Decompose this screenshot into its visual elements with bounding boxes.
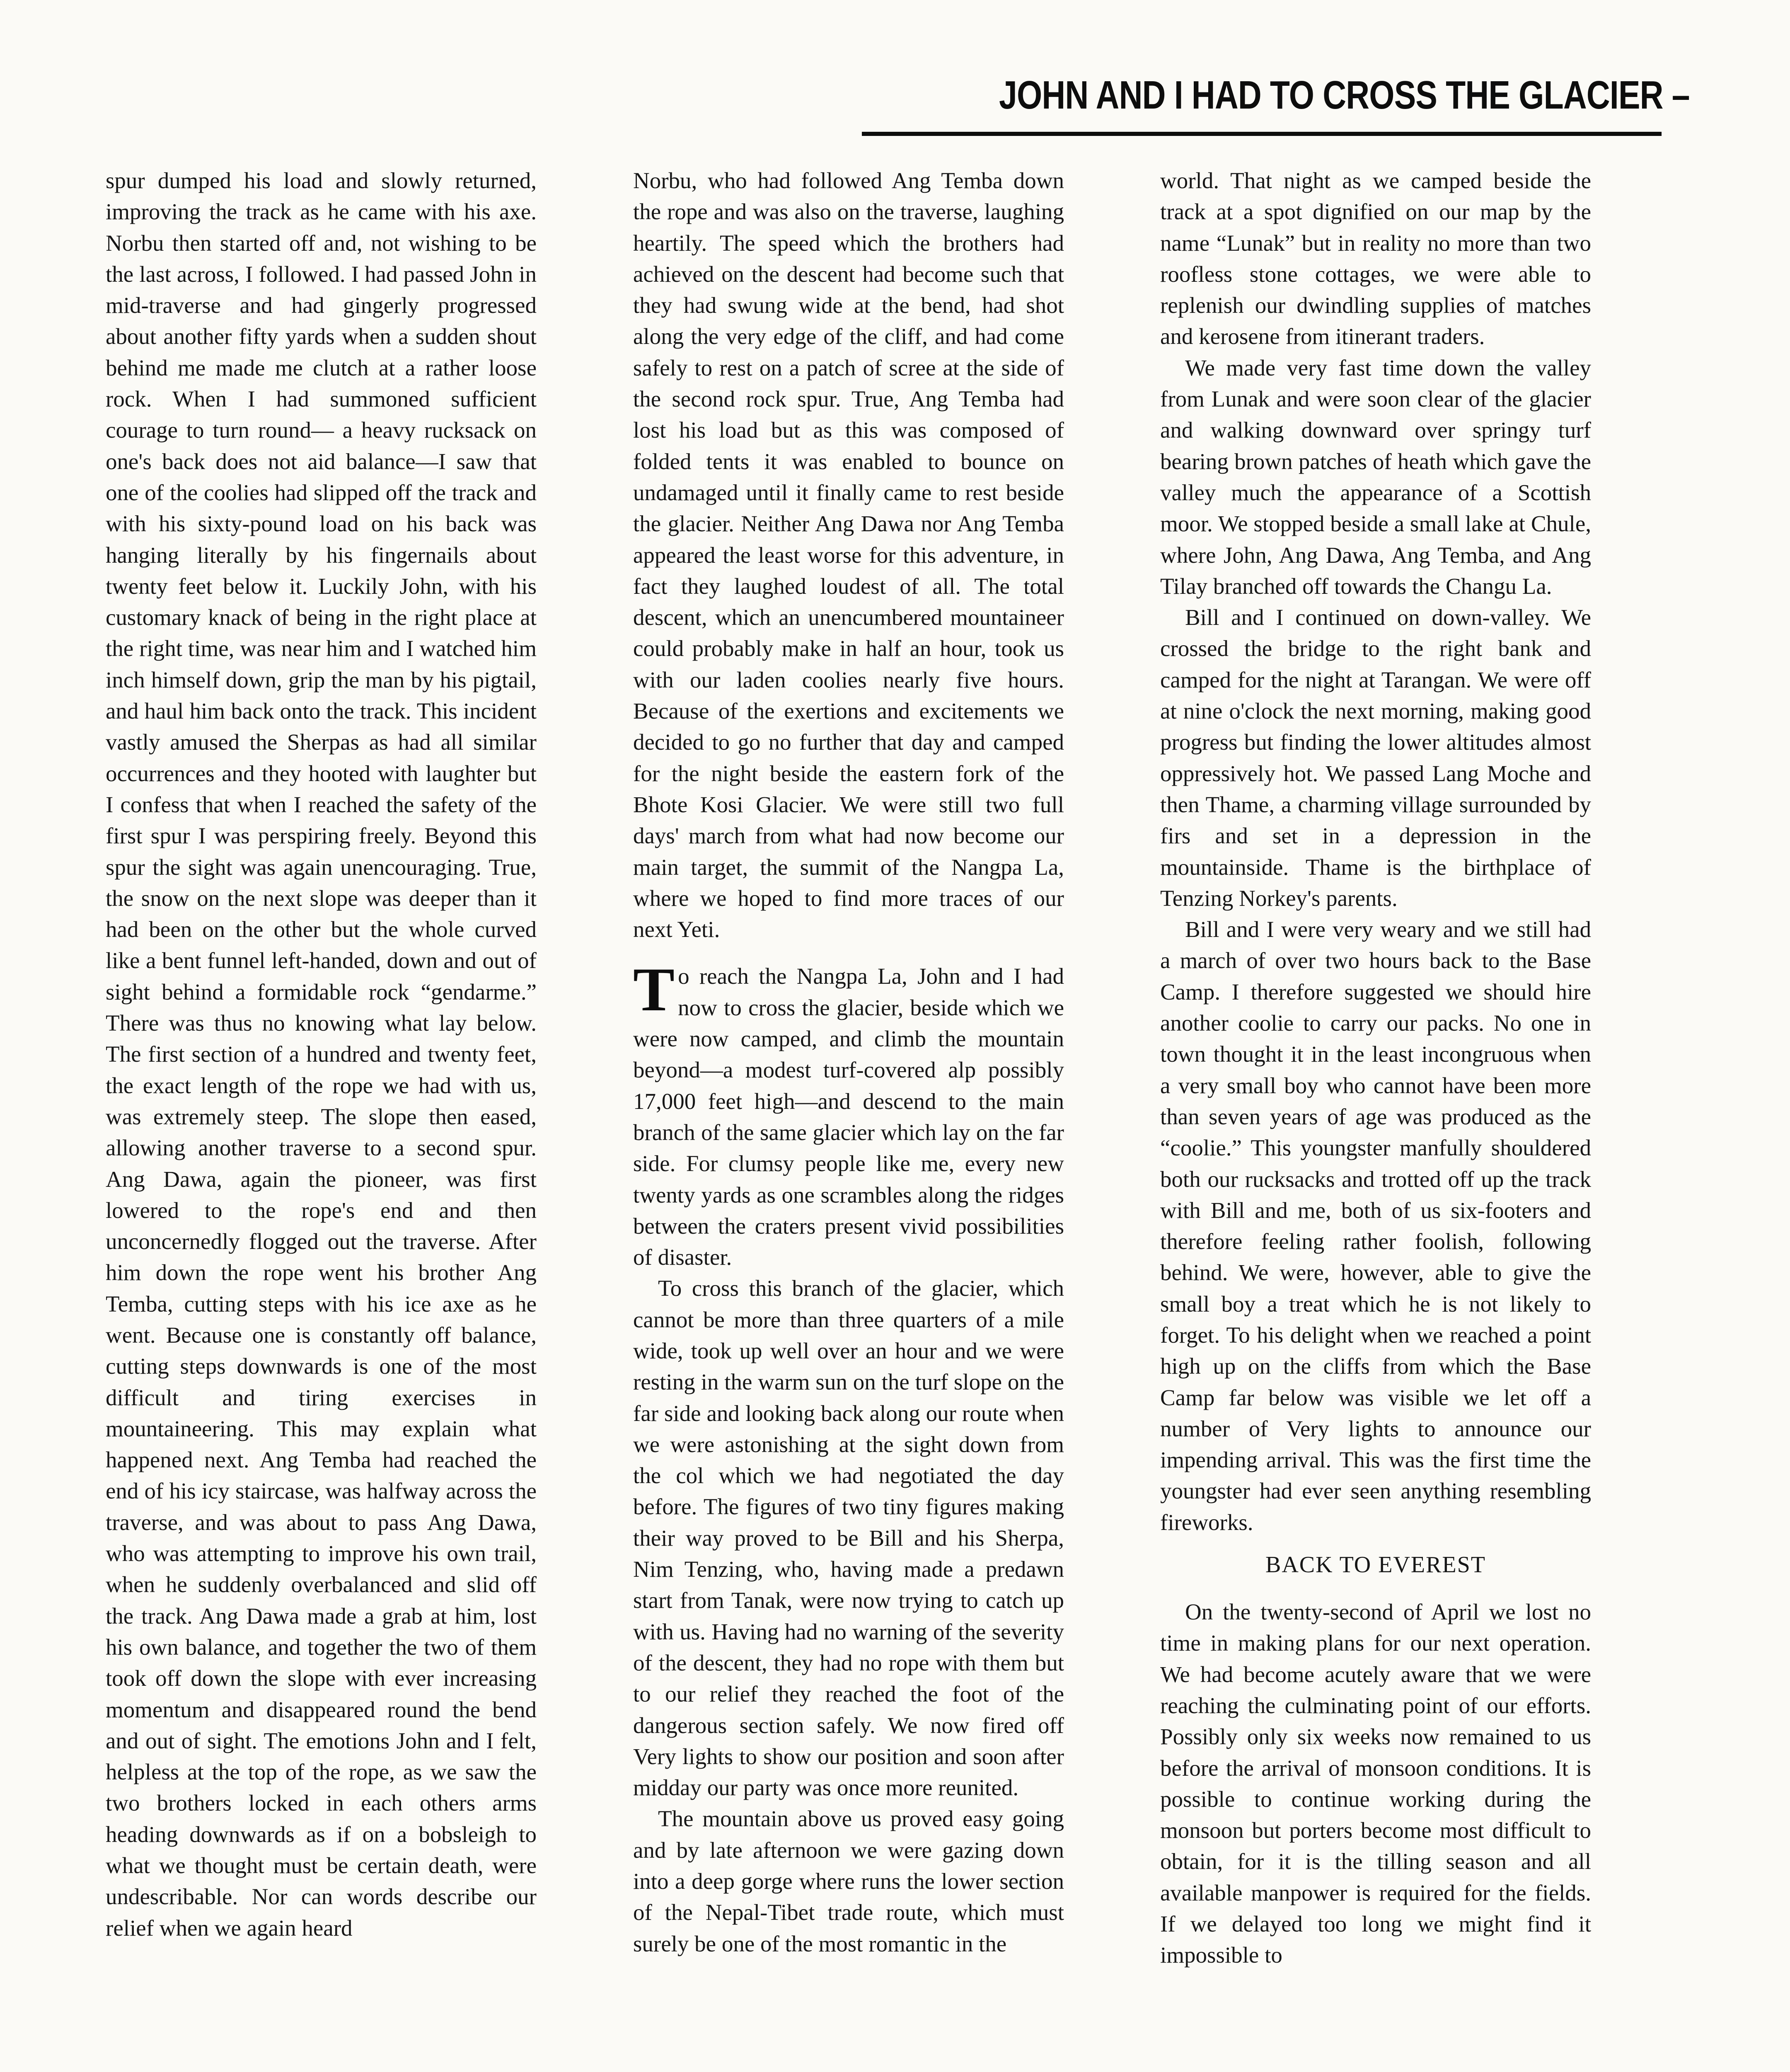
text-column-3 [1160, 165, 1591, 2072]
body-paragraph: We made very fast time down the valley from Lunak and were soon clear of the glacier and walking downward over springy turf bearing brown patches of heath which gave the valley much the appearance of a Scottish moor. We stopped beside a small lake at Chule, where John, Ang Dawa, Ang Temba, and Ang Tilay branched off towards the Changu La. [1160, 355, 1591, 599]
body-paragraph-text: o reach the Nangpa La, John and I had now to cross the glacier, beside which we were now camped, and climb the mountain beyond—a modest turf-covered alp possibly 17,000 feet high—and descend to the main branch of the same glacier which lay on the far side. For clumsy people like me, every new twenty yards as one scrambles along the ridges between the craters present vivid possibilities of disaster. [633, 963, 1064, 1270]
body-paragraph: Bill and I were very weary and we still had a march of over two hours back to the Base Camp. I therefore suggested we should hire another coolie to carry our packs. No one in town thought it in the least incongruous when a very small boy who cannot have been more than seven years of age was produced as the “coolie.” This youngster manfully shouldered both our rucksacks and trotted off up the track with Bill and me, both of us six-footers and therefore feeling rather foolish, following behind. We were, however, able to give the small boy a treat which he is not likely to forget. To his delight when we reached a point high up on the cliffs from which the Base Camp far below was visible we let off a number of Very lights to announce our impending arrival. This was the first time the youngster had ever seen anything resembling fireworks. [1160, 917, 1591, 1535]
running-header-title: JOHN AND I HAD TO CROSS THE GLACIER – [999, 73, 1690, 117]
paragraph-spacer [633, 945, 1064, 961]
body-paragraph: To cross this branch of the glacier, which cannot be more than three quarters of a mile wide, took up well over an hour and we were resting in the warm sun on the turf slope on the far side and looking back along our route when we were astonishing at the sight down from the col which we had negotiated the day before. The figures of two tiny figures making their way proved to be Bill and his Sherpa, Nim Tenzing, who, having made a predawn start from Tanak, were now trying to catch up with us. Having had no warning of the severity of the descent, they had no rope with them but to our relief they reached the foot of the dangerous section safely. We now fired off Very lights to show our position and soon after midday our party was once more reunited. [633, 1276, 1064, 1801]
text-column-2 [633, 165, 1064, 2072]
body-paragraph: On the twenty-second of April we lost no time in making plans for our next operation. We had become acutely aware that we were reaching the culminating point of our efforts. Possibly only six weeks now remained to us before the arrival of monsoon conditions. It is possible to continue working during the monsoon but porters become most difficult to obtain, for it is the tilling season and all available manpower is required for the fields. If we delayed too long we might find it impossible to [1160, 1599, 1591, 1968]
body-paragraph: spur dumped his load and slowly returned, improving the track as he came with his axe. Norbu then started off and, not wishing to be the last across, I followed. I had passed John in mid-traverse and had gingerly progressed about another fifty yards when a sudden shout behind me made me clutch at a rather loose rock. When I had summoned sufficient courage to turn round— a heavy rucksack on one's back does not aid balance—I saw that one of the coolies had slipped off the track and with his sixty-pound load on his back was hanging literally by his fingernails about twenty feet below it. Luckily John, with his customary knack of being in the right place at the right time, was near him and I watched him inch himself down, grip the man by his pigtail, and haul him back onto the track. This incident vastly amused the Sherpas as had all similar occurrences and they hooted with laughter but I confess that when I reached the safety of the first spur I was perspiring freely. Beyond this spur the sight was again unencouraging. True, the snow on the next slope was deeper than it had been on the other but the whole curved like a bent funnel left-handed, down and out of sight behind a formidable rock “gendarme.” There was thus no knowing what lay below. The first section of a hundred and twenty feet, the exact length of the rope we had with us, was extremely steep. The slope then eased, allowing another traverse to a second spur. Ang Dawa, again the pioneer, was first lowered to the rope's end and then unconcernedly flogged out the traverse. After him down the rope went his brother Ang Temba, cutting steps with his ice axe as he went. Because one is constantly off balance, cutting steps downwards is one of the most difficult and tiring exercises in mountaineering. This may explain what happened next. Ang Temba had reached the end of his icy staircase, was halfway across the traverse, and was about to pass Ang Dawa, who was attempting to improve his own trail, when he suddenly overbalanced and slid off the track. Ang Dawa made a grab at him, lost his own balance, and together the two of them took off down the slope with ever increasing momentum and disappeared round the bend and out of sight. The emotions John and I felt, helpless at the top of the rope, as we saw the two brothers locked in each others arms heading downwards as if on a bobsleigh to what we thought must be certain death, were undescribable. Nor can words describe our relief when we again heard [106, 168, 537, 1941]
body-paragraph: Bill and I continued on down-valley. We crossed the bridge to the right bank and camped for the night at Tarangan. We were off at nine o'clock the next morning, making good progress but finding the lower altitudes almost oppressively hot. We passed Lang Moche and then Thame, a charming village surrounded by firs and set in a depression in the mountainside. Thame is the birthplace of Tenzing Norkey's parents. [1160, 605, 1591, 911]
header-rule [862, 132, 1662, 136]
body-paragraph: world. That night as we camped beside the track at a spot dignified on our map by the name “Lunak” but in reality no more than two roofless stone cottages, we were able to replenish our dwindling supplies of matches and kerosene from itinerant traders. [1160, 168, 1591, 349]
section-heading: BACK TO EVEREST [1265, 1552, 1486, 1578]
drop-cap-letter: T [633, 955, 675, 1024]
dropcap-paragraph [633, 955, 1064, 1273]
body-paragraph: Norbu, who had followed Ang Temba down the rope and was also on the traverse, laughing heartily. The speed which the brothers had achieved on the descent had become such that they had swung wide at the bend, had shot along the very edge of the cliff, and had come safely to rest on a patch of scree at the side of the second rock spur. True, Ang Temba had lost his load but as this was composed of folded tents it was enabled to bounce on undamaged until it finally came to rest beside the glacier. Neither Ang Dawa nor Ang Temba appeared the least worse for this adventure, in fact they laughed loudest of all. The total descent, which an unencumbered mountaineer could probably make in half an hour, took us with our laden coolies nearly five hours. Because of the exertions and excitements we decided to go no further that day and camped for the night beside the eastern fork of the Bhote Kosi Glacier. We were still two full days' march from what had now become our main target, the summit of the Nangpa La, where we hoped to find more traces of our next Yeti. [633, 168, 1064, 942]
text-column-1 [106, 165, 537, 2072]
body-paragraph: The mountain above us proved easy going and by late afternoon we were gazing down into a deep gorge where runs the lower section of the Nepal-Tibet trade route, which must surely be one of the most romantic in the [633, 1806, 1064, 1956]
